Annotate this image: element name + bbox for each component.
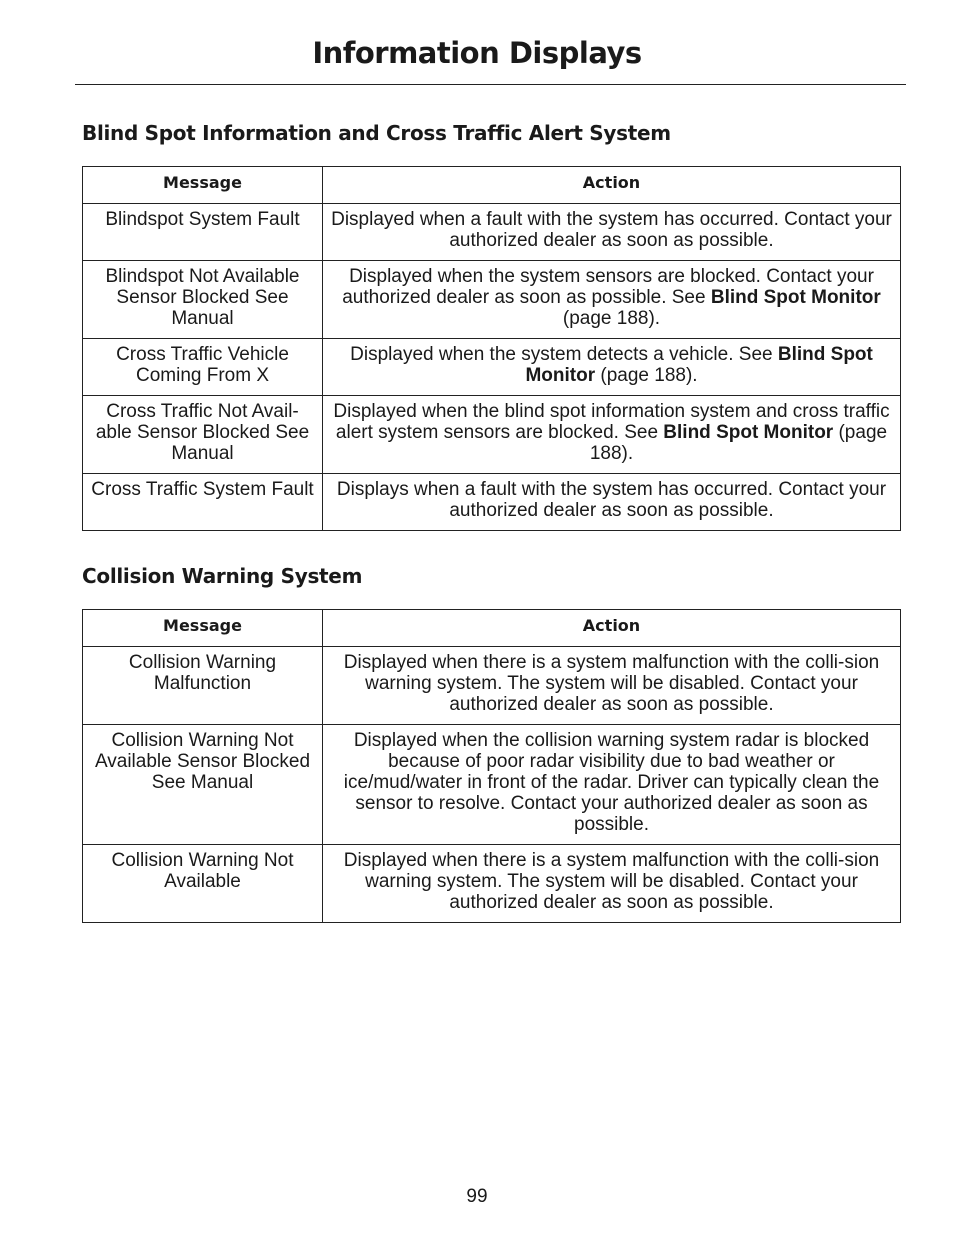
action-cell: Displayed when a fault with the system has occurred. Contact your authorized dealer as soon as possible.	[323, 204, 901, 261]
table-row	[83, 204, 901, 261]
action-cell	[323, 339, 901, 396]
table-row	[83, 845, 901, 923]
message-cell: Blindspot Not Available Sensor Blocked See Manual	[83, 261, 323, 339]
cross-reference-link[interactable]: Blind Spot Monitor	[525, 344, 873, 386]
column-header-message: Message	[83, 610, 323, 647]
table-row	[83, 339, 901, 396]
page-title: Information Displays	[312, 36, 642, 70]
action-cell: Displayed when there is a system malfunction with the colli-sion warning system. The system will be disabled. Contact your authorized dealer as soon as possible.	[323, 647, 901, 725]
table-row	[83, 261, 901, 339]
action-cell: Displays when a fault with the system has occurred. Contact your authorized dealer as soon as possible.	[323, 474, 901, 531]
column-header-action: Action	[323, 167, 901, 204]
column-header-action: Action	[323, 610, 901, 647]
action-text: Displayed when the system sensors are blocked. Contact your authorized dealer as soon as possible. See	[342, 266, 874, 308]
page-reference: (page 188).	[589, 422, 888, 464]
message-cell: Collision Warning Malfunction	[83, 647, 323, 725]
action-text: Displayed when the system detects a vehicle. See	[350, 344, 778, 365]
action-text: Displayed when the blind spot information system and cross traffic alert system sensors are blocked. See	[333, 401, 890, 443]
collision-warning-messages-table	[82, 609, 901, 923]
section-heading-collision-warning: Collision Warning System	[82, 564, 363, 588]
action-cell: Displayed when there is a system malfunction with the colli-sion warning system. The system will be disabled. Contact your authorized dealer as soon as possible.	[323, 845, 901, 923]
table-row	[83, 396, 901, 474]
column-header-message: Message	[83, 167, 323, 204]
message-cell: Cross Traffic Vehicle Coming From X	[83, 339, 323, 396]
message-cell: Collision Warning Not Available Sensor Blocked See Manual	[83, 725, 323, 845]
table-row	[83, 725, 901, 845]
page-reference: (page 188).	[595, 365, 698, 386]
table-row	[83, 474, 901, 531]
section-heading-blind-spot: Blind Spot Information and Cross Traffic Alert System	[82, 121, 671, 145]
cross-reference-link[interactable]: Blind Spot Monitor	[663, 422, 834, 443]
message-cell: Cross Traffic System Fault	[83, 474, 323, 531]
action-cell	[323, 396, 901, 474]
action-cell: Displayed when the collision warning system radar is blocked because of poor radar visibility due to bad weather or ice/mud/water in front of the radar. Driver can typically clean the sensor to resolve. Contact your authorized dealer as soon as possible.	[323, 725, 901, 845]
message-cell: Blindspot System Fault	[83, 204, 323, 261]
table-header-row	[83, 167, 901, 204]
page-number: 99	[466, 1186, 488, 1207]
action-cell	[323, 261, 901, 339]
message-cell: Collision Warning Not Available	[83, 845, 323, 923]
table-header-row	[83, 610, 901, 647]
table-row	[83, 647, 901, 725]
page-reference: (page 188).	[562, 308, 661, 329]
cross-reference-link[interactable]: Blind Spot Monitor	[710, 287, 881, 308]
title-divider	[75, 84, 906, 85]
blind-spot-messages-table	[82, 166, 901, 531]
message-cell: Cross Traffic Not Avail-able Sensor Blocked See Manual	[83, 396, 323, 474]
